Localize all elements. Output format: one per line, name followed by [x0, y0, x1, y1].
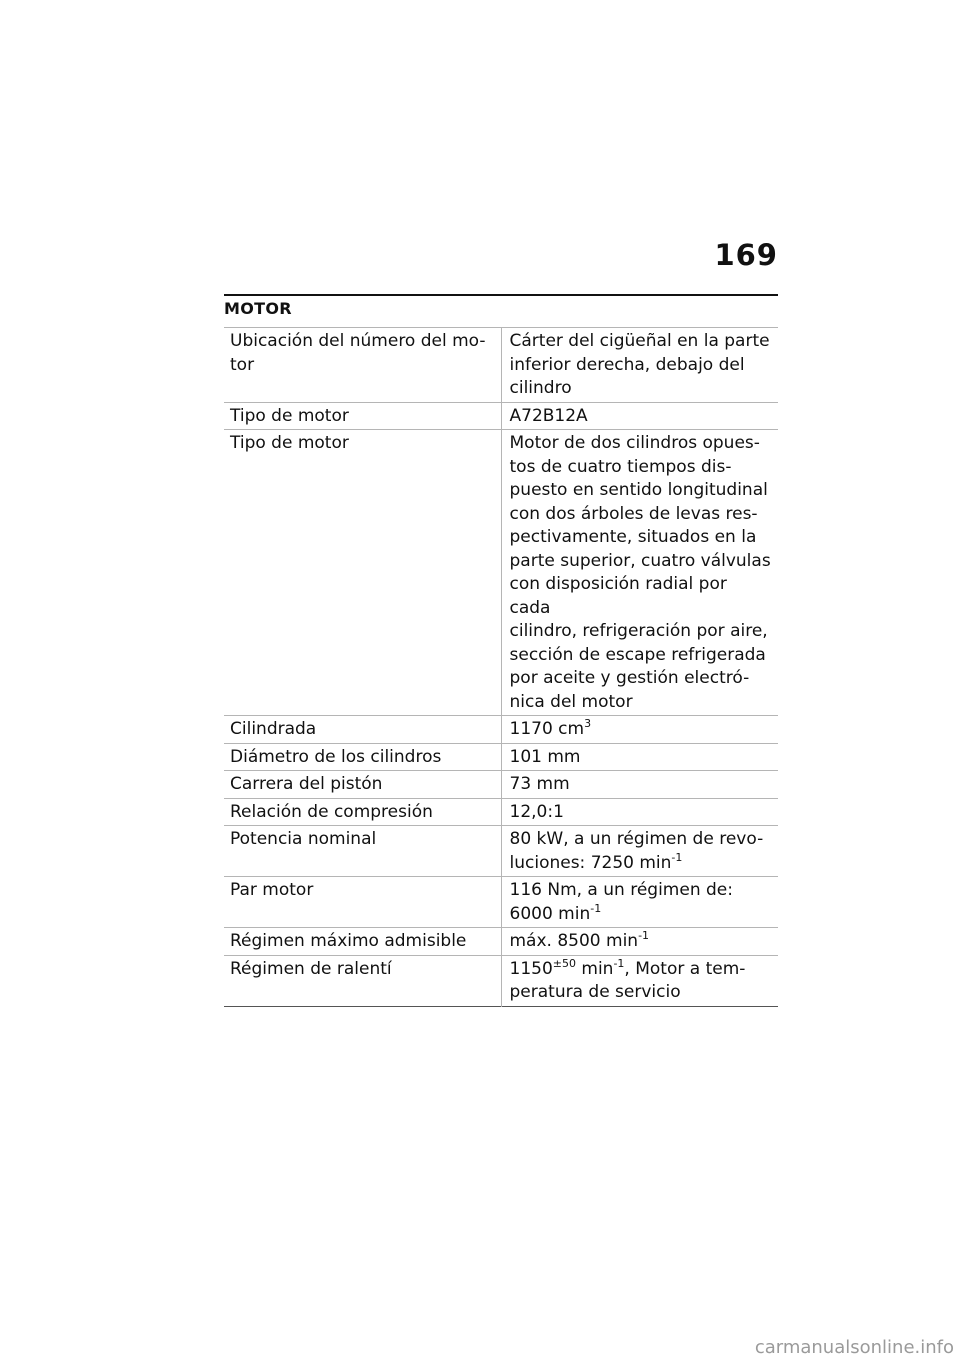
spec-value-sup: -1 [671, 850, 683, 864]
spec-value: A72B12A [509, 405, 588, 426]
table-row [224, 771, 778, 799]
spec-value [501, 877, 778, 928]
table-row [224, 955, 778, 1006]
spec-label: Cilindrada [224, 716, 501, 744]
spec-value-text: 1170 cm [509, 719, 585, 739]
spec-value: 73 mm [509, 774, 570, 794]
spec-value-line2: luciones: 7250 min [509, 852, 672, 873]
spec-value-sup: -1 [590, 901, 602, 915]
spec-value-line2: peratura de servicio [509, 982, 681, 1002]
spec-label: Régimen de ralentí [224, 955, 501, 1006]
engine-spec-table [224, 327, 778, 1007]
spec-label: Ubicación del número del mo- tor [224, 328, 501, 403]
spec-value-sup-b: -1 [613, 956, 625, 970]
spec-value-sup: 3 [584, 717, 592, 730]
spec-label: Par motor [224, 877, 501, 928]
spec-value [501, 716, 778, 744]
table-row [224, 743, 778, 771]
spec-value: Motor de dos cilindros opues- tos de cuatro tiempos dis- puesto en sentido longitudinal con dos árboles de levas res- pectivamente, situados en la parte superior, cuatro válvulas con disposición radial por cada cilindro, refrigeración por aire, sección de escape refrigerada por aceite y gestión electró- nica del motor [509, 433, 771, 712]
spec-value-sup-a: ±50 [552, 956, 576, 970]
spec-value-b: min [575, 958, 614, 979]
watermark: carmanualsonline.info [754, 1337, 954, 1358]
spec-value [501, 955, 778, 1006]
spec-value [501, 928, 778, 956]
spec-label: Diámetro de los cilindros [224, 743, 501, 771]
spec-value-text: máx. 8500 min [509, 931, 639, 951]
engine-spec-section [224, 294, 778, 1007]
table-row [224, 430, 778, 716]
spec-label: Tipo de motor [224, 430, 501, 716]
spec-label: Tipo de motor [224, 402, 501, 430]
spec-value-c: , Motor a tem- [624, 958, 746, 979]
table-row [224, 826, 778, 877]
table-row [224, 877, 778, 928]
page-number: 169 [714, 238, 778, 272]
table-row [224, 402, 778, 430]
spec-value-sup: -1 [638, 929, 650, 942]
spec-value-line2: 6000 min [509, 903, 591, 924]
spec-value-a: 1150 [509, 958, 553, 979]
table-row [224, 798, 778, 826]
spec-label: Relación de compresión [224, 798, 501, 826]
spec-label: Régimen máximo admisible [224, 928, 501, 956]
table-row [224, 328, 778, 403]
spec-value: Cárter del cigüeñal en la parte inferior derecha, debajo del cilindro [509, 331, 770, 398]
spec-value-line1: 80 kW, a un régimen de revo- [509, 829, 764, 849]
spec-label: Carrera del pistón [224, 771, 501, 799]
table-row [224, 716, 778, 744]
section-title: MOTOR [224, 294, 778, 327]
table-row [224, 928, 778, 956]
spec-value-line1: 116 Nm, a un régimen de: [509, 880, 733, 900]
spec-value: 12,0:1 [509, 801, 564, 822]
spec-label: Potencia nominal [224, 826, 501, 877]
spec-value: 101 mm [509, 746, 581, 767]
spec-value [501, 826, 778, 877]
